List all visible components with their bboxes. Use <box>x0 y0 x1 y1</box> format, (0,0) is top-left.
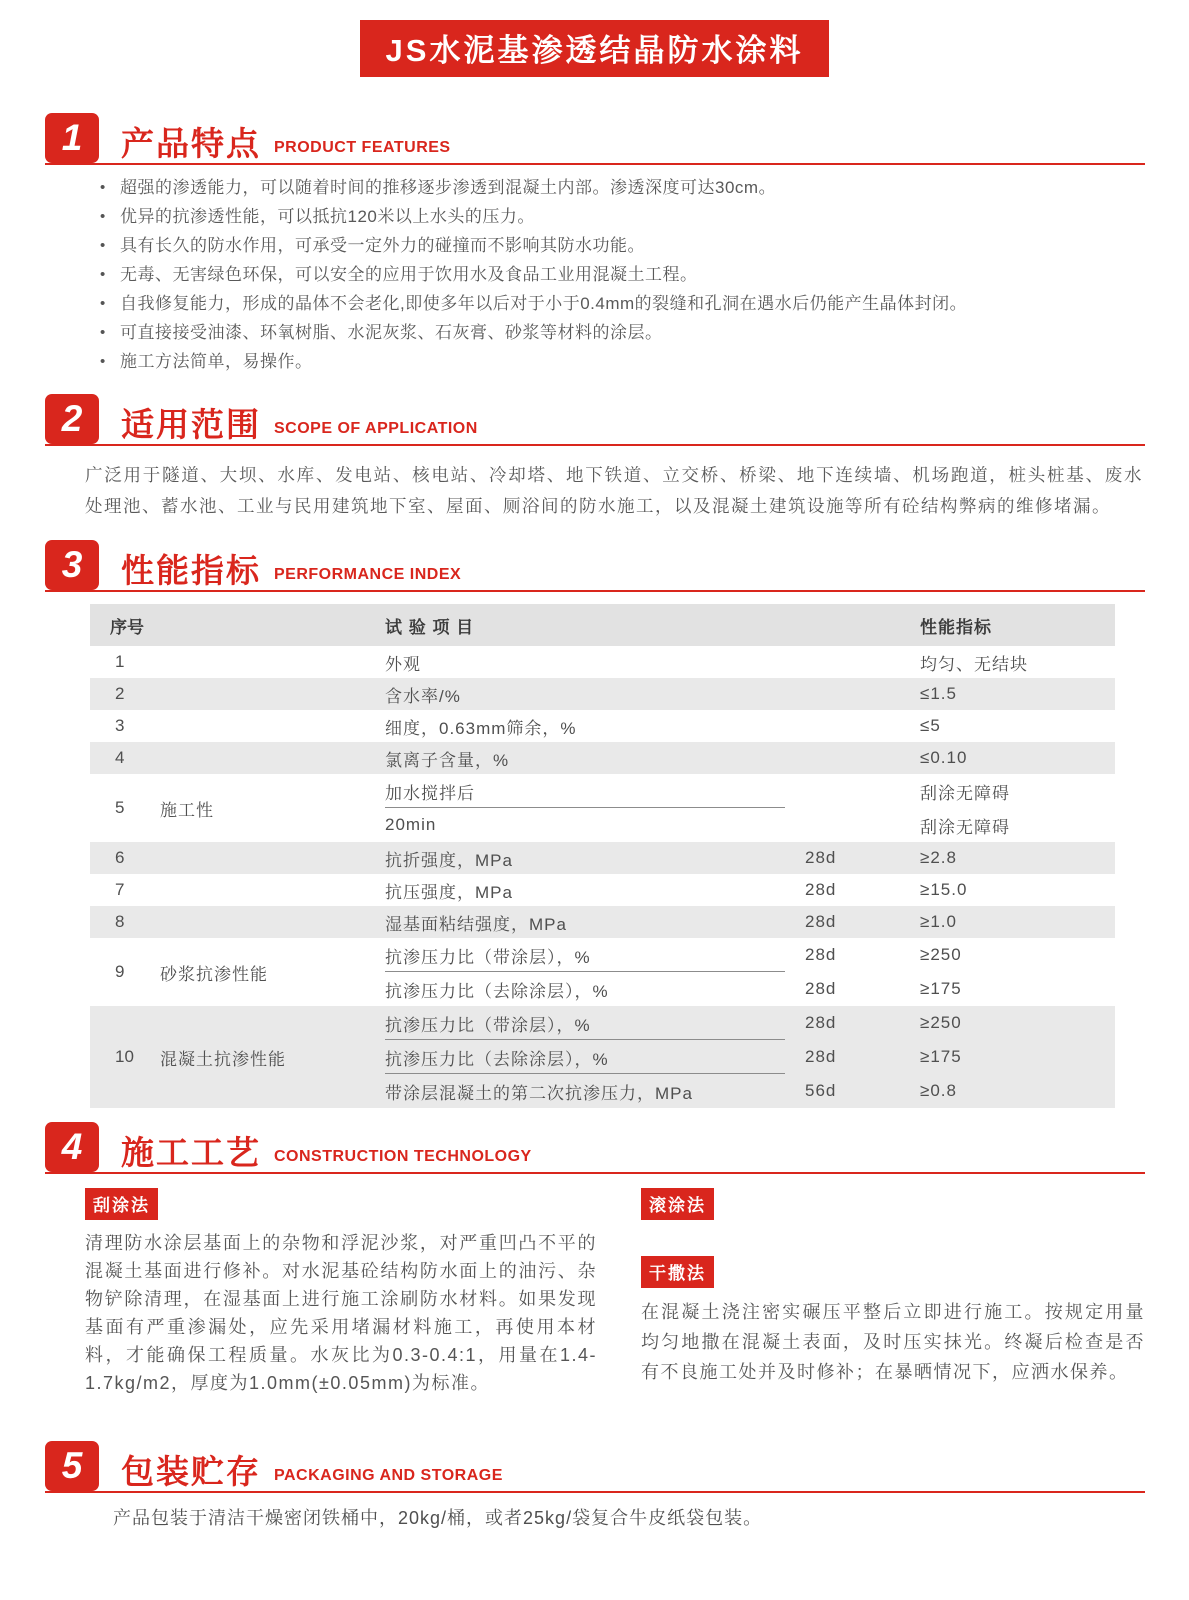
row-no: 10 <box>115 1047 134 1066</box>
section-performance <box>0 540 1189 1108</box>
feature-bullet: • 无毒、无害绿色环保，可以安全的应用于饮用水及食品工业用混凝土工程。 <box>98 264 1145 285</box>
cell-test: 带涂层混凝土的第二次抗渗压力，MPa <box>385 1083 693 1103</box>
row-no: 8 <box>115 912 125 931</box>
scrape-method-column <box>85 1188 597 1397</box>
cell-test: 抗折强度，MPa <box>385 850 513 870</box>
row-no: 3 <box>115 716 125 735</box>
table-header-row <box>90 604 1115 646</box>
section-title: 适用范围 <box>121 406 261 443</box>
section-title: 包装贮存 <box>121 1453 261 1490</box>
section-header-features <box>45 113 1145 165</box>
cell-age: 28d <box>805 1047 837 1066</box>
cell-value: ≥15.0 <box>920 880 968 899</box>
cell-test: 加水搅拌后 <box>385 783 475 803</box>
cell-age: 28d <box>805 848 837 867</box>
table-row <box>90 842 1115 874</box>
cell-age: 56d <box>805 1081 837 1100</box>
row-category: 混凝土抗渗性能 <box>160 1049 286 1069</box>
feature-bullet: • 自我修复能力，形成的晶体不会老化,即使多年以后对于小于0.4mm的裂缝和孔洞在遇水后仍能产生晶体封闭。 <box>98 293 1145 314</box>
row-no: 2 <box>115 684 125 703</box>
row-category: 砂浆抗渗性能 <box>160 964 268 984</box>
row-no: 9 <box>115 962 125 981</box>
section-construction <box>0 1122 1189 1397</box>
table-row <box>90 742 1115 774</box>
section-title: 产品特点 <box>121 125 261 162</box>
section-title: 性能指标 <box>121 552 261 589</box>
scrape-method-badge: 刮涂法 <box>85 1188 158 1220</box>
row-no: 6 <box>115 848 125 867</box>
feature-bullet: • 可直接接受油漆、环氧树脂、水泥灰浆、石灰膏、砂浆等材料的涂层。 <box>98 322 1145 343</box>
section-number-badge: 4 <box>45 1122 99 1172</box>
spacer <box>641 1220 1145 1256</box>
section-subtitle-en: PERFORMANCE INDEX <box>274 566 462 583</box>
cell-age: 28d <box>805 979 837 998</box>
table-row <box>90 710 1115 742</box>
cell-test: 含水率/% <box>385 686 461 706</box>
roll-method-badge: 滚涂法 <box>641 1188 714 1220</box>
cell-value: ≥175 <box>920 1047 962 1066</box>
row-no: 5 <box>115 798 125 817</box>
roll-dry-method-column <box>641 1188 1145 1397</box>
scope-paragraph: 广泛用于隧道、大坝、水库、发电站、核电站、冷却塔、地下铁道、立交桥、桥梁、地下连续墙、机场跑道，桩头桩基、废水处理池、蓄水池、工业与民用建筑地下室、屋面、厕浴间的防水施工，以及混凝土建筑设施等所有砼结构弊病的维修堵漏。 <box>85 465 1143 516</box>
header-performance-index: 性能指标 <box>920 617 992 637</box>
section-subtitle-en: SCOPE OF APPLICATION <box>274 420 478 437</box>
section-header-construction <box>45 1122 1145 1174</box>
section-features <box>0 113 1189 372</box>
section-number-badge: 5 <box>45 1441 99 1491</box>
section-number-badge: 1 <box>45 113 99 163</box>
table-row <box>90 678 1115 710</box>
row-no: 1 <box>115 652 125 671</box>
cell-test: 20min <box>385 815 437 834</box>
cell-value: ≤0.10 <box>920 748 968 767</box>
section-number-badge: 3 <box>45 540 99 590</box>
table-row <box>90 874 1115 906</box>
cell-age: 28d <box>805 1013 837 1032</box>
dry-method-text: 在混凝土浇注密实碾压平整后立即进行施工。按规定用量均匀地撒在混凝土表面，及时压实抹光。终凝后检查是否有不良施工处并及时修补；在暴晒情况下，应洒水保养。 <box>641 1302 1145 1382</box>
cell-test: 抗渗压力比（带涂层），% <box>385 947 591 967</box>
row-category <box>160 742 385 774</box>
table-row <box>90 774 1115 842</box>
table-row <box>90 646 1115 678</box>
section-header-scope <box>45 394 1145 446</box>
cell-value: ≥1.0 <box>920 912 957 931</box>
header-no: 序号 <box>110 617 144 637</box>
section-packaging <box>0 1441 1189 1530</box>
cell-value: 刮涂无障碍 <box>920 817 1010 837</box>
feature-bullet: • 超强的渗透能力，可以随着时间的推移逐步渗透到混凝土内部。渗透深度可达30cm。 <box>98 177 1145 198</box>
section-title: 施工工艺 <box>121 1134 261 1171</box>
row-no: 7 <box>115 880 125 899</box>
page-title: JS水泥基渗透结晶防水涂料 <box>360 20 830 77</box>
feature-bullet-list <box>98 177 1145 372</box>
cell-value: ≤5 <box>920 716 941 735</box>
section-subtitle-en: CONSTRUCTION TECHNOLOGY <box>274 1148 532 1165</box>
row-category <box>160 874 385 906</box>
cell-value: 均匀、无结块 <box>920 654 1028 674</box>
section-number-badge: 2 <box>45 394 99 444</box>
construction-columns <box>85 1188 1145 1397</box>
section-header-performance <box>45 540 1145 592</box>
row-category <box>160 906 385 938</box>
cell-age: 28d <box>805 880 837 899</box>
cell-value: ≥175 <box>920 979 962 998</box>
row-no: 4 <box>115 748 125 767</box>
feature-bullet: • 优异的抗渗透性能，可以抵抗120米以上水头的压力。 <box>98 206 1145 227</box>
cell-age: 28d <box>805 912 837 931</box>
cell-test: 抗渗压力比（去除涂层），% <box>385 981 609 1001</box>
dry-method-badge: 干撒法 <box>641 1256 714 1288</box>
cell-value: ≥2.8 <box>920 848 957 867</box>
performance-table <box>90 604 1115 1108</box>
cell-test: 外观 <box>385 654 421 674</box>
cell-test: 抗渗压力比（去除涂层），% <box>385 1049 609 1069</box>
row-category <box>160 710 385 742</box>
row-category <box>160 678 385 710</box>
feature-bullet: • 具有长久的防水作用，可承受一定外力的碰撞而不影响其防水功能。 <box>98 235 1145 256</box>
cell-value: ≥0.8 <box>920 1081 957 1100</box>
cell-test: 氯离子含量，% <box>385 750 510 770</box>
section-header-packaging <box>45 1441 1145 1493</box>
cell-test: 抗压强度，MPa <box>385 882 513 902</box>
cell-value: ≥250 <box>920 945 962 964</box>
row-category: 施工性 <box>160 800 214 820</box>
section-subtitle-en: PACKAGING AND STORAGE <box>274 1467 503 1484</box>
cell-test: 抗渗压力比（带涂层），% <box>385 1015 591 1035</box>
header-test-item: 试 验 项 目 <box>385 617 475 637</box>
table-row <box>90 1006 1115 1108</box>
table-body <box>90 646 1115 1108</box>
table-row <box>90 938 1115 1006</box>
cell-value: 刮涂无障碍 <box>920 783 1010 803</box>
feature-bullet: • 施工方法简单，易操作。 <box>98 351 1145 372</box>
section-subtitle-en: PRODUCT FEATURES <box>274 139 451 156</box>
title-row <box>0 0 1189 77</box>
scrape-method-text: 清理防水涂层基面上的杂物和浮泥沙浆，对严重凹凸不平的混凝土基面进行修补。对水泥基砼结构防水面上的油污、杂物铲除清理，在湿基面上进行施工涂刷防水材料。如果发现基面有严重渗漏处，应先采用堵漏材料施工，再使用本材料，才能确保工程质量。水灰比为0.3-0.4:1，用量在1.4-1.7kg/m2，厚度为1.0mm(±0.05mm)为标准。 <box>85 1233 597 1393</box>
section-scope <box>0 394 1189 522</box>
row-category <box>160 842 385 874</box>
cell-value: ≥250 <box>920 1013 962 1032</box>
cell-test: 细度，0.63mm筛余，% <box>385 718 577 738</box>
packaging-paragraph: 产品包装于清洁干燥密闭铁桶中，20kg/桶，或者25kg/袋复合牛皮纸袋包装。 <box>113 1508 763 1528</box>
table-row <box>90 906 1115 938</box>
cell-test: 湿基面粘结强度，MPa <box>385 914 567 934</box>
cell-value: ≤1.5 <box>920 684 957 703</box>
cell-age: 28d <box>805 945 837 964</box>
row-category <box>160 646 385 678</box>
